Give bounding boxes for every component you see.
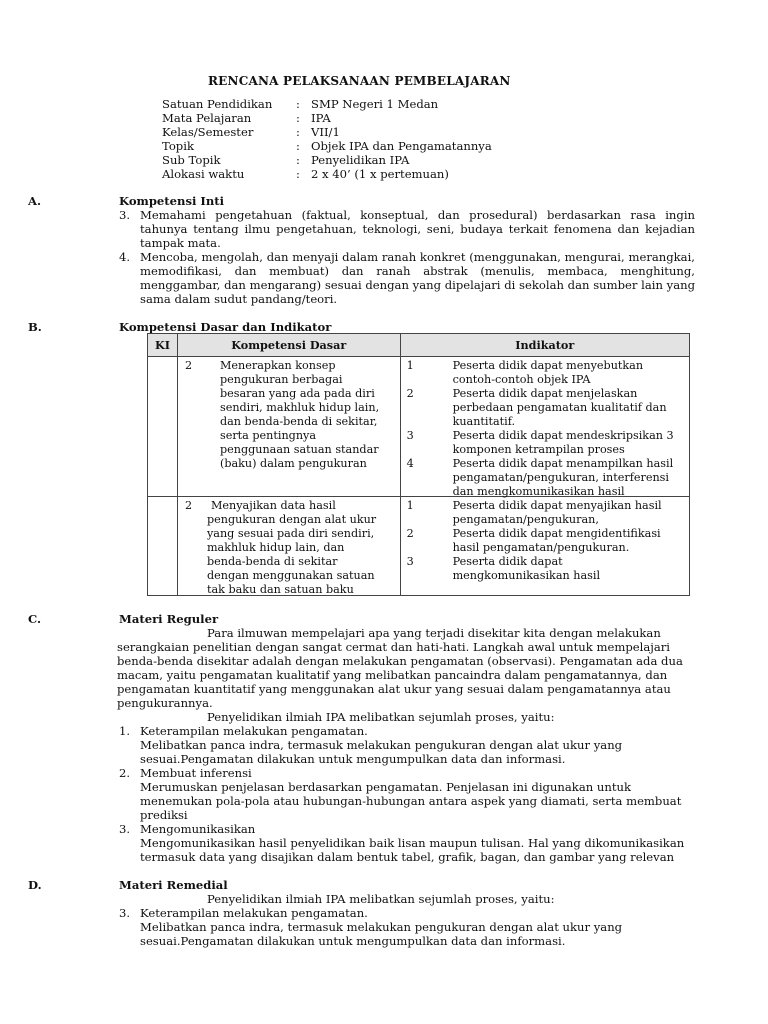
kd-line: dan benda-benda di sekitar,	[219, 415, 378, 428]
list-item-title: Membuat inferensi	[140, 766, 252, 780]
indicator-cell	[400, 497, 689, 596]
list-item-line: prediksi	[140, 808, 188, 822]
section-b-letter: B.	[28, 320, 42, 334]
list-item-text: Memahami pengetahuan (faktual, konseptual, dan prosedural) berdasarkan rasa ingin tahunya tentang ilmu pengetahuan, teknologi, seni, budaya terkait fenomena dan kejadian tampak mata.	[140, 208, 695, 250]
paragraph-line: serangkaian penelitian dengan sangat cermat dan hati-hati. Langkah awal untuk mempelajari	[117, 640, 670, 654]
list-item-line: sesuai.Pengamatan dilakukan untuk mengumpulkan data dan informasi.	[140, 752, 566, 766]
identity-colon: :	[296, 111, 300, 125]
competency-table	[147, 333, 690, 596]
kd-line: serta pentingnya	[219, 429, 317, 442]
identity-value: SMP Negeri 1 Medan	[311, 97, 439, 111]
indicator-line: komponen ketrampilan proses	[452, 443, 625, 456]
section-a-letter: A.	[28, 194, 42, 208]
paragraph-line: macam, yaitu pengamatan kualitatif yang melibatkan pancaindra dalam pengamatannya, dan	[117, 668, 668, 682]
indicator-line: mengkomunikasikan hasil	[452, 569, 601, 582]
ki-cell	[148, 497, 178, 596]
section-b-title: Kompetensi Dasar dan Indikator	[119, 320, 332, 334]
identity-label: Topik	[162, 139, 194, 153]
kd-line: (baku) dalam pengukuran	[219, 457, 367, 470]
indicator-line: Peserta didik dapat menyebutkan	[452, 359, 644, 372]
identity-value: IPA	[311, 111, 331, 125]
list-item-title: Mengomunikasikan	[140, 822, 256, 836]
kd-line: benda-benda di sekitar	[206, 555, 338, 568]
identity-value: Penyelidikan IPA	[311, 153, 410, 167]
kd-line: tak baku dan satuan baku	[206, 583, 354, 596]
indicator-number: 1	[406, 499, 414, 512]
identity-colon: :	[296, 139, 300, 153]
kd-line: pengukuran berbagai	[219, 373, 343, 386]
list-item-number: 3.	[119, 822, 131, 836]
indicator-line: pengamatan/pengukuran,	[452, 513, 599, 526]
identity-value: Objek IPA dan Pengamatannya	[311, 139, 492, 153]
ki-cell	[148, 357, 178, 497]
indicator-line: Peserta didik dapat menjelaskan	[452, 387, 638, 400]
indicator-number: 3	[406, 429, 414, 442]
list-item-line: Merumuskan penjelasan berdasarkan pengamatan. Penjelasan ini digunakan untuk	[140, 780, 631, 794]
identity-label: Sub Topik	[162, 153, 221, 167]
indicator-line: contoh-contoh objek IPA	[452, 373, 591, 386]
indicator-number: 2	[406, 387, 414, 400]
paragraph-line: pengamatan kuantitatif yang menggunakan alat ukur yang sesuai dalam pengamatannya atau	[117, 682, 671, 696]
kd-line: Menyajikan data hasil	[210, 499, 336, 512]
section-d-title: Materi Remedial	[119, 878, 228, 892]
table-header-indikator: Indikator	[400, 334, 689, 357]
table-row	[148, 357, 690, 497]
list-item-line: termasuk data yang disajikan dalam bentuk tabel, grafik, bagan, dan gambar yang relevan	[140, 850, 675, 864]
identity-label: Mata Pelajaran	[162, 111, 252, 125]
indicator-line: Peserta didik dapat	[452, 555, 563, 568]
kd-cell	[177, 357, 400, 497]
list-item-number: 4.	[119, 250, 131, 264]
list-item-line: Mengomunikasikan hasil penyelidikan baik lisan maupun tulisan. Hal yang dikomunikasikan	[140, 836, 685, 850]
list-item-line: sesuai.Pengamatan dilakukan untuk mengumpulkan data dan informasi.	[140, 934, 566, 948]
kd-line: yang sesuai pada diri sendiri,	[206, 527, 375, 540]
identity-label: Satuan Pendidikan	[162, 97, 273, 111]
kd-line: dengan menggunakan satuan	[206, 569, 375, 582]
kd-line: pengukuran dengan alat ukur	[206, 513, 377, 526]
document-title: RENCANA PELAKSANAAN PEMBELAJARAN	[208, 74, 511, 88]
indicator-number: 3	[406, 555, 414, 568]
indicator-line: hasil pengamatan/pengukuran.	[452, 541, 630, 554]
list-item-title: Keterampilan melakukan pengamatan.	[140, 724, 368, 738]
table-header-ki: KI	[148, 334, 178, 357]
indicator-line: Peserta didik dapat menampilkan hasil	[452, 457, 674, 470]
identity-value: VII/1	[311, 125, 340, 139]
list-item-number: 3.	[119, 208, 131, 222]
list-item-number: 3.	[119, 906, 131, 920]
kd-number: 2	[184, 359, 193, 372]
section-c-letter: C.	[28, 612, 42, 626]
identity-colon: :	[296, 153, 300, 167]
list-item-number: 1.	[119, 724, 131, 738]
paragraph-line: benda-benda disekitar adalah dengan melakukan pengamatan (observasi). Pengamatan ada dua	[117, 654, 683, 668]
paragraph-line: Penyelidikan ilmiah IPA melibatkan sejumlah proses, yaitu:	[207, 710, 555, 724]
identity-value: 2 x 40’ (1 x pertemuan)	[311, 167, 449, 181]
indicator-line: Peserta didik dapat mengidentifikasi	[452, 527, 661, 540]
indicator-line: Peserta didik dapat mendeskripsikan 3	[452, 429, 674, 442]
indicator-number: 1	[406, 359, 414, 372]
kd-cell	[177, 497, 400, 596]
indicator-line: Peserta didik dapat menyajikan hasil	[452, 499, 662, 512]
section-c-title: Materi Reguler	[119, 612, 219, 626]
identity-label: Kelas/Semester	[162, 125, 254, 139]
indicator-cell	[400, 357, 689, 497]
indicator-line: dan mengkomunikasikan hasil	[452, 485, 625, 498]
indicator-number: 2	[406, 527, 414, 540]
section-d-letter: D.	[28, 878, 42, 892]
identity-colon: :	[296, 125, 300, 139]
kd-line: sendiri, makhluk hidup lain,	[219, 401, 380, 414]
identity-label: Alokasi waktu	[162, 167, 245, 181]
kd-number: 2	[184, 499, 193, 512]
kd-line: makhluk hidup lain, dan	[206, 541, 345, 554]
section-a-title: Kompetensi Inti	[119, 194, 225, 208]
identity-colon: :	[296, 97, 300, 111]
list-item-title: Keterampilan melakukan pengamatan.	[140, 906, 368, 920]
list-item-line: Melibatkan panca indra, termasuk melakukan pengukuran dengan alat ukur yang	[140, 738, 623, 752]
table-row	[148, 497, 690, 596]
paragraph-line: Para ilmuwan mempelajari apa yang terjadi disekitar kita dengan melakukan	[207, 626, 661, 640]
list-item-text: Mencoba, mengolah, dan menyaji dalam ranah konkret (menggunakan, mengurai, merangkai, memodifikasi, dan membuat) dan ranah abstrak (menulis, membaca, menghitung, menggambar, dan mengarang) sesuai dengan yang dipelajari di sekolah dan sumber lain yang sama dalam sudut pandang/teori.	[140, 250, 695, 306]
list-item-number: 2.	[119, 766, 131, 780]
indicator-line: kuantitatif.	[452, 415, 516, 428]
indicator-number: 4	[406, 457, 414, 470]
paragraph-line: Penyelidikan ilmiah IPA melibatkan sejumlah proses, yaitu:	[207, 892, 555, 906]
identity-colon: :	[296, 167, 300, 181]
kd-line: besaran yang ada pada diri	[219, 387, 375, 400]
kd-line: Menerapkan konsep	[219, 359, 336, 372]
list-item-line: Melibatkan panca indra, termasuk melakukan pengukuran dengan alat ukur yang	[140, 920, 623, 934]
kd-line: penggunaan satuan standar	[219, 443, 379, 456]
paragraph-line: pengukurannya.	[117, 696, 213, 710]
indicator-line: perbedaan pengamatan kualitatif dan	[452, 401, 667, 414]
list-item-line: menemukan pola-pola atau hubungan-hubungan antara aspek yang diamati, serta membuat	[140, 794, 682, 808]
indicator-line: pengamatan/pengukuran, interferensi	[452, 471, 669, 484]
table-header-row	[148, 334, 690, 357]
table-header-kd: Kompetensi Dasar	[177, 334, 400, 357]
